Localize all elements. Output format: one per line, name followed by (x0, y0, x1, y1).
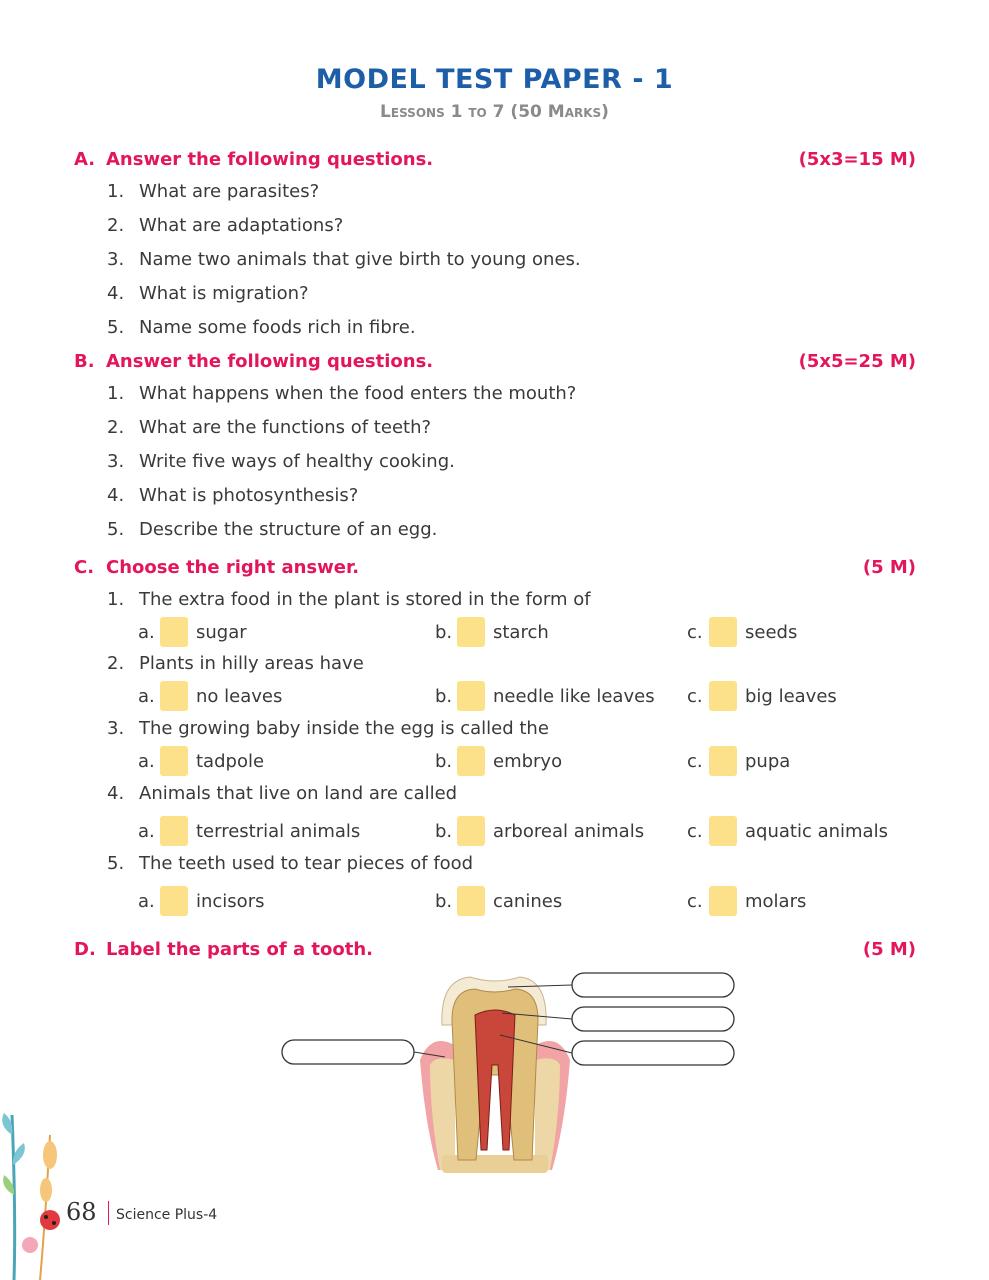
question-text: Describe the structure of an egg. (139, 519, 438, 540)
option-text: seeds (745, 622, 798, 643)
section-b-heading (74, 351, 916, 377)
option-text: molars (745, 891, 807, 912)
question-number: 5. (107, 317, 125, 338)
question-number: 5. (107, 519, 125, 540)
option-text: sugar (196, 622, 247, 643)
question-number: 1. (107, 589, 125, 610)
option-text: embryo (493, 751, 563, 772)
option-letter: c. (687, 622, 703, 643)
page-subtitle: Lessons 1 to 7 (50 Marks) (380, 102, 609, 122)
question-c3 (107, 718, 549, 744)
section-marks: (5x3=15 M) (798, 149, 916, 170)
question-a1 (107, 181, 319, 207)
question-text: Name some foods rich in fibre. (139, 317, 416, 338)
answer-checkbox[interactable] (160, 617, 188, 647)
question-number: 2. (107, 653, 125, 674)
option-text: aquatic animals (745, 821, 888, 842)
option-letter: a. (138, 891, 155, 912)
floral-decoration-icon (0, 1095, 70, 1280)
option-letter: b. (435, 891, 453, 912)
question-a4 (107, 283, 309, 309)
answer-checkbox[interactable] (457, 886, 485, 916)
option-letter: c. (687, 686, 703, 707)
label-box-pulp[interactable] (572, 1041, 734, 1065)
question-a2 (107, 215, 343, 241)
option-letter: b. (435, 751, 453, 772)
question-c5 (107, 853, 473, 879)
section-title: Answer the following questions. (106, 351, 434, 372)
question-a3 (107, 249, 581, 275)
question-b2 (107, 417, 431, 443)
answer-checkbox[interactable] (709, 886, 737, 916)
answer-checkbox[interactable] (160, 746, 188, 776)
question-text: The growing baby inside the egg is called the (139, 718, 549, 739)
question-b1 (107, 383, 576, 409)
question-number: 1. (107, 181, 125, 202)
question-number: 3. (107, 718, 125, 739)
answer-checkbox[interactable] (160, 886, 188, 916)
section-c-heading (74, 557, 916, 583)
label-box-gum[interactable] (282, 1040, 414, 1064)
section-marks: (5x5=25 M) (798, 351, 916, 372)
question-b3 (107, 451, 455, 477)
option-text: canines (493, 891, 563, 912)
question-a5 (107, 317, 416, 343)
page-number: 68 (66, 1198, 97, 1226)
question-c4 (107, 783, 457, 809)
question-b4 (107, 485, 358, 511)
question-text: What are parasites? (139, 181, 320, 202)
question-text: The teeth used to tear pieces of food (139, 853, 474, 874)
section-marks: (5 M) (862, 557, 916, 578)
question-number: 4. (107, 283, 125, 304)
option-letter: a. (138, 622, 155, 643)
answer-checkbox[interactable] (709, 816, 737, 846)
question-c1 (107, 589, 591, 615)
answer-checkbox[interactable] (709, 681, 737, 711)
section-marks: (5 M) (862, 939, 916, 960)
option-letter: b. (435, 686, 453, 707)
answer-checkbox[interactable] (160, 816, 188, 846)
option-text: starch (493, 622, 549, 643)
option-text: tadpole (196, 751, 265, 772)
label-box-dentine[interactable] (572, 1007, 734, 1031)
question-text: What is photosynthesis? (139, 485, 359, 506)
question-number: 1. (107, 383, 125, 404)
question-c2 (107, 653, 364, 679)
option-text: big leaves (745, 686, 837, 707)
option-text: terrestrial animals (196, 821, 361, 842)
question-text: What happens when the food enters the mouth? (139, 383, 577, 404)
question-text: Plants in hilly areas have (139, 653, 364, 674)
section-title: Label the parts of a tooth. (106, 939, 374, 960)
question-number: 4. (107, 485, 125, 506)
answer-checkbox[interactable] (709, 746, 737, 776)
question-number: 3. (107, 249, 125, 270)
option-text: no leaves (196, 686, 283, 707)
section-letter: A. (74, 149, 96, 170)
question-text: Name two animals that give birth to young ones. (139, 249, 581, 270)
footer-divider (108, 1201, 109, 1225)
option-text: incisors (196, 891, 265, 912)
label-box-enamel[interactable] (572, 973, 734, 997)
section-d-heading (74, 939, 916, 965)
section-title: Answer the following questions. (106, 149, 434, 170)
option-letter: b. (435, 622, 453, 643)
answer-checkbox[interactable] (457, 617, 485, 647)
answer-checkbox[interactable] (709, 617, 737, 647)
answer-checkbox[interactable] (160, 681, 188, 711)
option-letter: a. (138, 821, 155, 842)
question-number: 3. (107, 451, 125, 472)
section-title: Choose the right answer. (106, 557, 360, 578)
answer-checkbox[interactable] (457, 681, 485, 711)
question-number: 4. (107, 783, 125, 804)
option-letter: c. (687, 751, 703, 772)
section-letter: D. (74, 939, 96, 960)
option-letter: c. (687, 891, 703, 912)
tooth-diagram (270, 965, 740, 1177)
answer-checkbox[interactable] (457, 746, 485, 776)
book-title: Science Plus-4 (116, 1207, 218, 1223)
tooth-pulp (475, 1010, 515, 1150)
question-text: What are adaptations? (139, 215, 344, 236)
option-letter: c. (687, 821, 703, 842)
section-a-heading (74, 149, 916, 175)
question-text: The extra food in the plant is stored in the form of (139, 589, 591, 610)
question-text: Animals that live on land are called (139, 783, 458, 804)
option-letter: a. (138, 751, 155, 772)
question-text: What is migration? (139, 283, 309, 304)
section-letter: B. (74, 351, 95, 372)
question-text: What are the functions of teeth? (139, 417, 432, 438)
option-letter: a. (138, 686, 155, 707)
option-letter: b. (435, 821, 453, 842)
page-title: MODEL TEST PAPER - 1 (315, 64, 674, 95)
section-letter: C. (74, 557, 95, 578)
question-b5 (107, 519, 437, 545)
option-text: arboreal animals (493, 821, 645, 842)
question-text: Write five ways of healthy cooking. (139, 451, 455, 472)
question-number: 2. (107, 417, 125, 438)
option-text: needle like leaves (493, 686, 655, 707)
question-number: 5. (107, 853, 125, 874)
option-text: pupa (745, 751, 791, 772)
answer-checkbox[interactable] (457, 816, 485, 846)
question-number: 2. (107, 215, 125, 236)
